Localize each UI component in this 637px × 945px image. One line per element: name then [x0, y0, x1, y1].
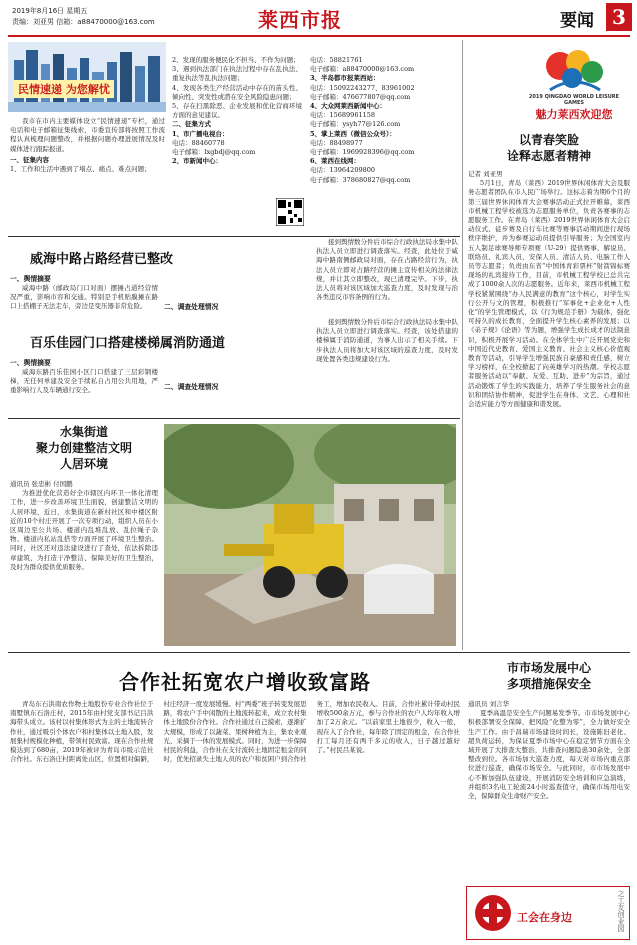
story-shuiji-title-2: 聚力创建整洁文明	[35, 441, 132, 455]
col1-item-3: 3、遇到执法部门在执法过程中存在乱执法、重复执法等乱执法问题；	[172, 65, 302, 83]
story-volunteer-title-1: 以青春笑脸	[518, 133, 579, 147]
col1-item-2: 2、发现的服务便民化不担当、不作为问题；	[172, 56, 300, 64]
story-volunteer	[468, 132, 630, 634]
col1-heading-2: 二、征集方式	[172, 120, 211, 129]
story-weihai-body-1: 威海中路（邮政局门口对面）摆摊占道经营情况严重，影响市容和交通。特别是手机贴膜摊在路口上搭棚子无法走车，旁边是变压器非常危险。	[10, 284, 158, 311]
masthead-editors: 责编：刘亚男 信箱：a88470000@163.com	[12, 18, 155, 26]
masthead-section: 要闻	[560, 11, 594, 31]
contact-line: 电话：15092243277、83961002	[310, 83, 415, 92]
union-emblem-icon	[473, 893, 513, 933]
contact-line: 6、莱西在线网：	[310, 157, 361, 166]
contact-line: 电子邮箱：476677807@qq.com	[310, 92, 411, 101]
games-emblem-icon	[520, 44, 628, 96]
union-ad-vertical: 之工友创业园	[617, 890, 625, 932]
banner-title: 民情速递 为您解忧	[14, 80, 114, 98]
story-volunteer-title-2: 诠释志愿者精神	[506, 149, 591, 163]
story-market	[468, 660, 630, 924]
column-1	[10, 117, 165, 174]
section-divider	[8, 236, 460, 237]
contact-line: 电子邮箱：1969928396@qq.com	[310, 148, 415, 157]
story-market-byline: 通讯员 刘言华	[468, 700, 510, 708]
story-bailejia-heading-1: 一、舆情摘要	[10, 359, 51, 367]
contact-line: 电话：58821761	[310, 56, 363, 64]
story-weihai-part-c	[316, 238, 458, 302]
union-ad	[466, 886, 630, 940]
masthead-brand-logo: 莱西市报	[258, 8, 342, 32]
story-bailejia-part-c	[316, 318, 458, 364]
story-bailejia-heading-2: 二、调查处理情况	[164, 383, 219, 391]
col1-item-4: 4、发现各类生产经营活动中存在的苗头性、倾向性、突发性或潜在安全风险隐患问题；	[172, 83, 302, 101]
story-shuiji-body: 为推进优化营造好全市辖区内环卫一体化清理工作，进一步改善环境卫生面貌，创建整洁文明的人居环境，近日，水集街道在新村社区和中楼区附近的10个村庄开展了一次专项行动，组织人员在小区周边至公共场、楼道内乱堆乱放、乱拉绳子杂物、楼道内私站乱搭等方面开展了环境卫生整治。同时，社区还对违法建设进行了查处，依法拆除违章建筑，为打造干净整洁、保障美好的卫生整治，及时为群众提供优质服务。	[10, 489, 158, 571]
media-1-heading: 1、市广播电视台：	[172, 129, 229, 138]
contact-line: 电话：15689961158	[310, 111, 375, 120]
contact-line: 5、掌上莱西（微信公众号）：	[310, 129, 396, 138]
city-skyline-icon	[8, 42, 166, 112]
story-shuiji-title-3: 人居环境	[59, 457, 108, 471]
column-2	[172, 56, 302, 166]
news-photo-excavator	[164, 424, 456, 646]
story-coop-text: 青岛东石洪南农作物土地股份专业合作社位于南墅镇东石洛庄村，2015年由村党支部书记吕洪海带头成立。该村以村集体形式为主的土地流转合作社，通过吸引个体农户和村集体以土地入股，发展集村规模化种植，带领村民致富。现在合作社规模达到了680亩，2019年被评为青岛市级示范社合作社。东石洛庄村距离处山区，位置相对偏僻，村庄经济一度发展缓慢。村“两委”班子转变发展思路，将农户手中闲散的土地流转起来，成立农村集体土地股份合作社。合作社通过自己摸索，逐渐扩大规模，形成了以蔬菜、果树种植为主，集农业观光、采摘于一体的发展模式。同时，为进一步保障村民的利益，合作社在支付流转土地固定租金的同时，优先招录失土地人员的农户和贫困户到合作社务工，增加农民收入。目前，合作社累计带动村民增收500余万元，参与合作社的农户人均年收入增加了2万余元。“以前家里土地很少，收入一般，现在入了合作社，每年除了固定的租金，在合作社打工每月还有两千多元的收入，日子越过越好了。”村民吕某说。	[10, 700, 460, 764]
story-volunteer-byline: 记者 刘亚男	[468, 170, 503, 178]
logo-slogan: 魅力莱西欢迎您	[535, 108, 613, 121]
media-2-heading: 2、市新闻中心：	[172, 157, 223, 166]
col1-heading-1: 一、征集内容	[10, 155, 49, 164]
masthead-date: 2019年8月16日 星期五	[12, 7, 88, 15]
logo-caption: 2019 QINGDAO WORLD LEISURE GAMES	[528, 94, 620, 106]
contact-line: 电子邮箱：378680827@qq.com	[310, 175, 411, 184]
story-weihai-part-a	[10, 274, 158, 312]
story-market-title-1: 市市场发展中心	[506, 661, 591, 675]
excavator-photo-icon	[164, 424, 456, 646]
leisure-games-logo	[520, 44, 628, 124]
section-divider	[8, 652, 630, 653]
banner-graphic	[8, 42, 166, 112]
right-column-divider	[462, 40, 463, 650]
contact-line: 4、大众网莱西新闻中心：	[310, 102, 387, 111]
contact-line: 电子邮箱：ysyh77@126.com	[310, 120, 401, 129]
story-weihai-heading-1: 一、舆情摘要	[10, 275, 51, 283]
story-bailejia-title: 百乐佳园门口搭建楼梯属消防通道	[30, 336, 226, 351]
union-ad-slogan: 工会在身边	[517, 911, 572, 924]
story-weihai-body-2: 接到舆情数分件后市综合行政执法局水集中队执法人员立即进行调查落实。经查，此处位于威海中路南侧邮政局对面，存在占路经营行为，执法人员立即对占路经营的摊主宣传相关的法律法规，并让其立即整改，现已清理完毕。下步，执法人员将对该区域加大巡查力度，及时发现与治各类违反市容条例的行为。	[316, 238, 458, 302]
media-1-email: 电子邮箱：lxgbdj@qq.com	[172, 148, 256, 157]
story-bailejia-part-b	[164, 376, 310, 392]
story-market-title-2: 多项措施保安全	[506, 677, 591, 691]
story-bailejia-part-a	[10, 358, 158, 396]
story-shuiji	[10, 424, 158, 619]
col1-intro: 我市在市内主要媒体设立“民情速递”专栏，通过电话和电子邮箱征集线索，市委宣传部将按照工作流程认真梳理问题整改，并根据问题办理进展情况及时媒体进行跟踪报道。	[10, 117, 165, 153]
story-weihai-heading-2: 二、调查处理情况	[164, 303, 219, 311]
contact-line: 电话：13964209800	[310, 166, 375, 175]
story-bailejia-body-1: 威海东路百乐佳园小区门口搭建了三层彩钢楼梯，无任何单建及安全手续私自占用公共用地，严重影响行人及车辆通行安全。	[10, 368, 158, 395]
story-coop-title: 合作社拓宽农户增收致富路	[119, 670, 371, 694]
page-number-badge: 3	[606, 3, 632, 31]
column-3-contacts	[310, 56, 458, 185]
story-weihai-title: 威海中路占路经营已整改	[30, 252, 174, 267]
qr-code-icon	[276, 198, 304, 226]
story-volunteer-body: 5月1日，青岛（莱西）2019世界休闲体育大会及服务志愿者团队在市人民广场举行。这标志着为期6个月的第三届世界休闲体育大会赛事活动正式拉开帷幕，莱西市机械工程学校被选为志愿服务单位，负责各赛事的志愿服务工作。在青岛（莱西）2019世界休闲体育大会启动仪式、徒步赛及自行车比赛等赛事活动期间进行现场秩序维护，并为参赛运动员提供引导服务；为全国室内五人制足球赛导师专项赛（U-29）提供赛事、解说员、联络员、礼宾人员、安保人员、清洁人员、电脑工作人员等志愿者；负责由东省“中国体育彩票杯”射箭锦标赛现场的礼宾接待工作，目前，市机械工程学校已总共完成了1000余人次的志愿服务。近年来，莱西市机械工程学校紧紧围绕“办人民满意的教育”这个核心，对学生实行公开与文的管理，积极推行“军事化+企业化+人性化”的学生管理模式，以《行为规范手册》为载体，强化可持久的成长教育，全面提升学生核心素养的发展；以《弟子规》《论语》等为题，增强学生成长成才的法制意识，积极开展学习活动。在全体学生中广泛开展党史和中国近代史教育、爱国主义教育、社会主义核心价值观教育等活动，引导学生增强民族自豪感和责任感，树立学习榜样，在全校掀起了向英雄学习的热潮。学校志愿者服务活动以“奉献、友爱、互助、进步”为宗旨，通过活动锻炼了学生的实践能力，培养了学生服务社会的意识和团结协作精神，促进学生在身体、文艺、心理和社会适应能力等方面健康和谐发展。	[468, 179, 630, 409]
masthead	[0, 0, 637, 36]
contact-line: 3、半岛都市报莱西站：	[310, 74, 380, 83]
section-divider	[8, 418, 460, 419]
col1-item-5: 5、存在扫黑除恶、企业发展和优化营商环境方面的意见建议。	[172, 102, 302, 120]
story-coop-body	[10, 700, 460, 940]
masthead-divider	[8, 35, 630, 37]
contact-line: 电话：88498977	[310, 138, 363, 147]
story-market-body: 夏季高温是安全生产问题易发季节。市市场发展中心积极部署安全保障，把风险“化整为零”，全力做好安全生产工作。由于昌瑞市场建设时间长，设施陈旧老化、超负荷运转，为保证夏季市场中心在稳定情节方面在全域开展了大排查大整治，共排查问题隐患30余处，全部整改到位。各市场加大巡查力度，每天对市场内重点部位进行巡查，确保市场安全。与此同时，市市场发展中心不断加强队伍建设，开展消防安全培训和应急演练，并组织3名电工轮流24小时巡查值守，确保市场用电安全，保障群众生命财产安全。	[468, 709, 630, 801]
col1-item-1: 1、工作和生活中遇到了堵点、痛点、难点问题；	[10, 165, 151, 174]
story-shuiji-byline: 通讯员 张忠彬 付国鹏	[10, 480, 73, 488]
story-weihai-part-b	[164, 288, 310, 312]
story-shuiji-title-1: 水集街道	[59, 425, 108, 439]
contact-line: 电子邮箱：a88470000@163.com	[310, 65, 415, 74]
media-1-phone: 电话：88460778	[172, 138, 225, 147]
story-bailejia-body-2: 接到舆情数分件后市综合行政执法局水集中队执法人员立即进行调查落实。经查，该处搭建的楼梯属于消防通道，为事人出示了相关手续。下步执法人员将加大对该区域的巡查力度，及时发现处置各类违规建设行为。	[316, 318, 458, 363]
